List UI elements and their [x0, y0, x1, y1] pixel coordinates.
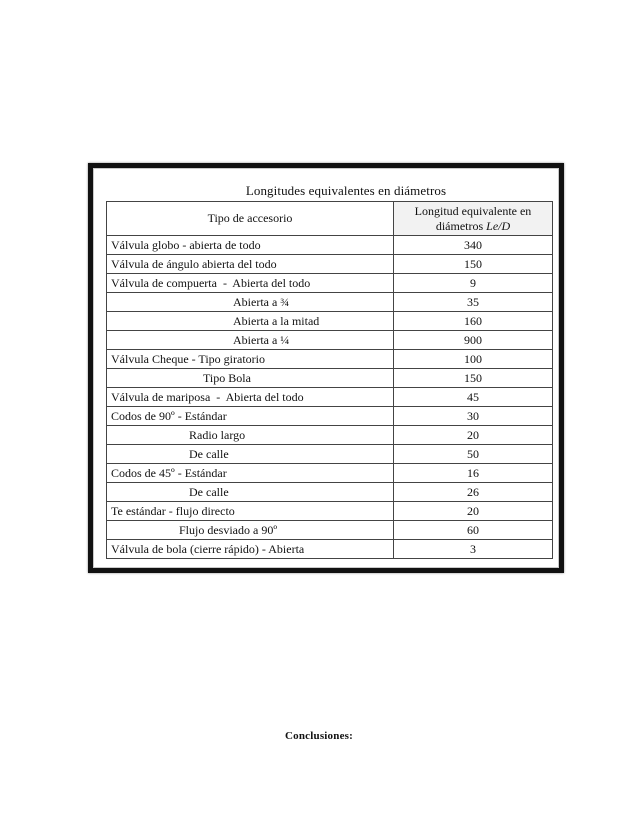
- row-label: Válvula de mariposa - Abierta del todo: [107, 388, 394, 407]
- row-value: 9: [394, 274, 553, 293]
- row-label: Abierta a ¼: [107, 331, 394, 350]
- table-row: [107, 445, 553, 464]
- row-label: Codos de 45º - Estándar: [107, 464, 394, 483]
- row-value: 26: [394, 483, 553, 502]
- row-label: Tipo Bola: [107, 369, 394, 388]
- row-value: 20: [394, 426, 553, 445]
- row-label: Válvula de bola (cierre rápido) - Abierta: [107, 540, 394, 559]
- header-longitud-line1: Longitud equivalente en: [414, 203, 532, 218]
- table-row: [107, 464, 553, 483]
- table-row: [107, 521, 553, 540]
- header-le-d: Le/D: [486, 218, 511, 233]
- row-label: Abierta a ¾: [107, 293, 394, 312]
- table-title: Longitudes equivalentes en diámetros: [245, 183, 447, 198]
- row-value: 900: [394, 331, 553, 350]
- row-label: Codos de 90º - Estándar: [107, 407, 394, 426]
- row-label: Te estándar - flujo directo: [107, 502, 394, 521]
- row-label: Válvula globo - abierta de todo: [107, 236, 394, 255]
- table-row: [107, 293, 553, 312]
- table-row: [107, 426, 553, 445]
- row-value: 150: [394, 255, 553, 274]
- row-value: 50: [394, 445, 553, 464]
- header-tipo-accesorio: Tipo de accesorio: [107, 202, 394, 236]
- table-header-row: [107, 202, 553, 236]
- row-label: Radio largo: [107, 426, 394, 445]
- row-label: Flujo desviado a 90º: [107, 521, 394, 540]
- row-value: 60: [394, 521, 553, 540]
- table-image: [93, 168, 559, 568]
- table-row: [107, 407, 553, 426]
- table-row: [107, 483, 553, 502]
- table-row: [107, 331, 553, 350]
- row-label: De calle: [107, 445, 394, 464]
- row-value: 20: [394, 502, 553, 521]
- row-label: Abierta a la mitad: [107, 312, 394, 331]
- table-row: [107, 350, 553, 369]
- equivalent-lengths-table: [106, 201, 553, 559]
- row-label: Válvula de ángulo abierta del todo: [107, 255, 394, 274]
- table-row: [107, 388, 553, 407]
- table-row: [107, 502, 553, 521]
- table-row: [107, 312, 553, 331]
- table-image-frame: [88, 163, 564, 573]
- row-label: De calle: [107, 483, 394, 502]
- row-value: 3: [394, 540, 553, 559]
- header-longitud-equivalente: [394, 202, 553, 236]
- row-value: 340: [394, 236, 553, 255]
- row-value: 35: [394, 293, 553, 312]
- table-row: [107, 369, 553, 388]
- row-value: 100: [394, 350, 553, 369]
- table-row: [107, 274, 553, 293]
- row-value: 16: [394, 464, 553, 483]
- row-label: Válvula Cheque - Tipo giratorio: [107, 350, 394, 369]
- header-longitud-line2-prefix: diámetros: [435, 218, 487, 233]
- conclusiones-heading: Conclusiones:: [285, 730, 353, 742]
- table-row: [107, 255, 553, 274]
- row-label: Válvula de compuerta - Abierta del todo: [107, 274, 394, 293]
- row-value: 30: [394, 407, 553, 426]
- table-row: [107, 540, 553, 559]
- row-value: 160: [394, 312, 553, 331]
- row-value: 45: [394, 388, 553, 407]
- row-value: 150: [394, 369, 553, 388]
- table-row: [107, 236, 553, 255]
